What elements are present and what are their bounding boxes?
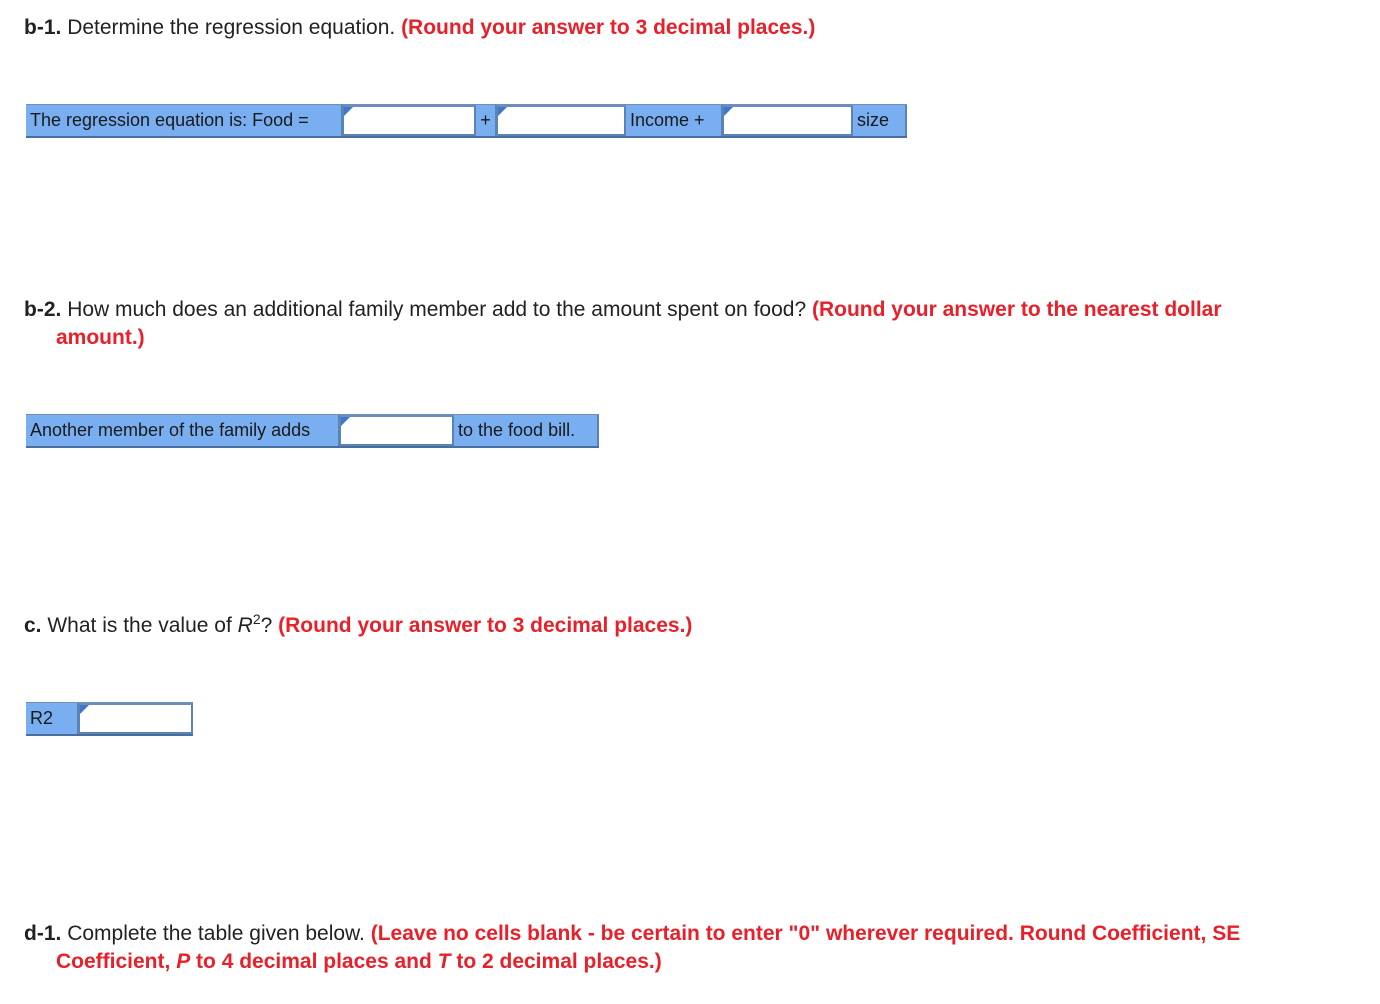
- size-coefficient-input[interactable]: [724, 107, 851, 134]
- question-b2-number: b-2.: [24, 298, 62, 321]
- size-coefficient-input-cell[interactable]: [722, 105, 853, 136]
- d1-instr-coefficient: Coefficient,: [56, 950, 171, 973]
- r-squared-input-cell[interactable]: [78, 703, 193, 734]
- question-b2-instruction-cont: amount.): [56, 326, 145, 349]
- food-bill-label: to the food bill.: [454, 415, 599, 446]
- regression-equation-row: [26, 104, 907, 138]
- question-b2: [24, 296, 1360, 352]
- question-d1: [24, 920, 1360, 976]
- r-squared-row: [26, 702, 193, 736]
- r-squared-label: R2: [26, 703, 78, 734]
- family-member-input[interactable]: [341, 417, 452, 444]
- intercept-input-cell[interactable]: [342, 105, 476, 136]
- income-label: Income +: [626, 105, 722, 136]
- d1-instr-decimals-2: to 2 decimal places.): [456, 950, 662, 973]
- question-c-mark: ?: [260, 614, 273, 637]
- question-c: [24, 612, 1360, 640]
- question-d1-number: d-1.: [24, 922, 62, 945]
- question-b1-number: b-1.: [24, 16, 62, 39]
- question-b2-text: How much does an additional family member add to the amount spent on food?: [67, 298, 807, 321]
- family-member-label: Another member of the family adds: [26, 415, 339, 446]
- income-coefficient-input-cell[interactable]: [496, 105, 626, 136]
- r-squared-input[interactable]: [80, 705, 191, 732]
- intercept-input[interactable]: [344, 107, 474, 134]
- d1-instr-p: P: [176, 950, 191, 973]
- income-coefficient-input[interactable]: [498, 107, 624, 134]
- r-squared-sup: 2: [252, 611, 261, 627]
- question-b2-line1: [24, 296, 1360, 324]
- question-b1-instruction: (Round your answer to 3 decimal places.): [401, 16, 816, 39]
- size-label: size: [853, 105, 907, 136]
- question-c-number: c.: [24, 614, 42, 637]
- plus-label: +: [476, 105, 496, 136]
- regression-equation-label: The regression equation is: Food =: [26, 105, 342, 136]
- question-b1: [24, 14, 1360, 42]
- family-member-input-cell[interactable]: [339, 415, 454, 446]
- question-d1-instruction: (Leave no cells blank - be certain to enter "0" wherever required. Round Coefficient, SE: [370, 922, 1241, 945]
- family-member-row: [26, 414, 599, 448]
- question-b2-instruction: (Round your answer to the nearest dollar: [811, 298, 1222, 321]
- r-symbol: R: [237, 614, 253, 637]
- d1-instr-t: T: [437, 950, 451, 973]
- question-d1-instruction-cont: [24, 948, 1360, 976]
- d1-instr-decimals: to 4 decimal places and: [196, 950, 432, 973]
- question-d1-line1: [24, 920, 1360, 948]
- question-c-instruction: (Round your answer to 3 decimal places.): [278, 614, 693, 637]
- question-d1-text: Complete the table given below.: [67, 922, 365, 945]
- question-c-text: What is the value of: [47, 614, 232, 637]
- question-b1-text: Determine the regression equation.: [67, 16, 396, 39]
